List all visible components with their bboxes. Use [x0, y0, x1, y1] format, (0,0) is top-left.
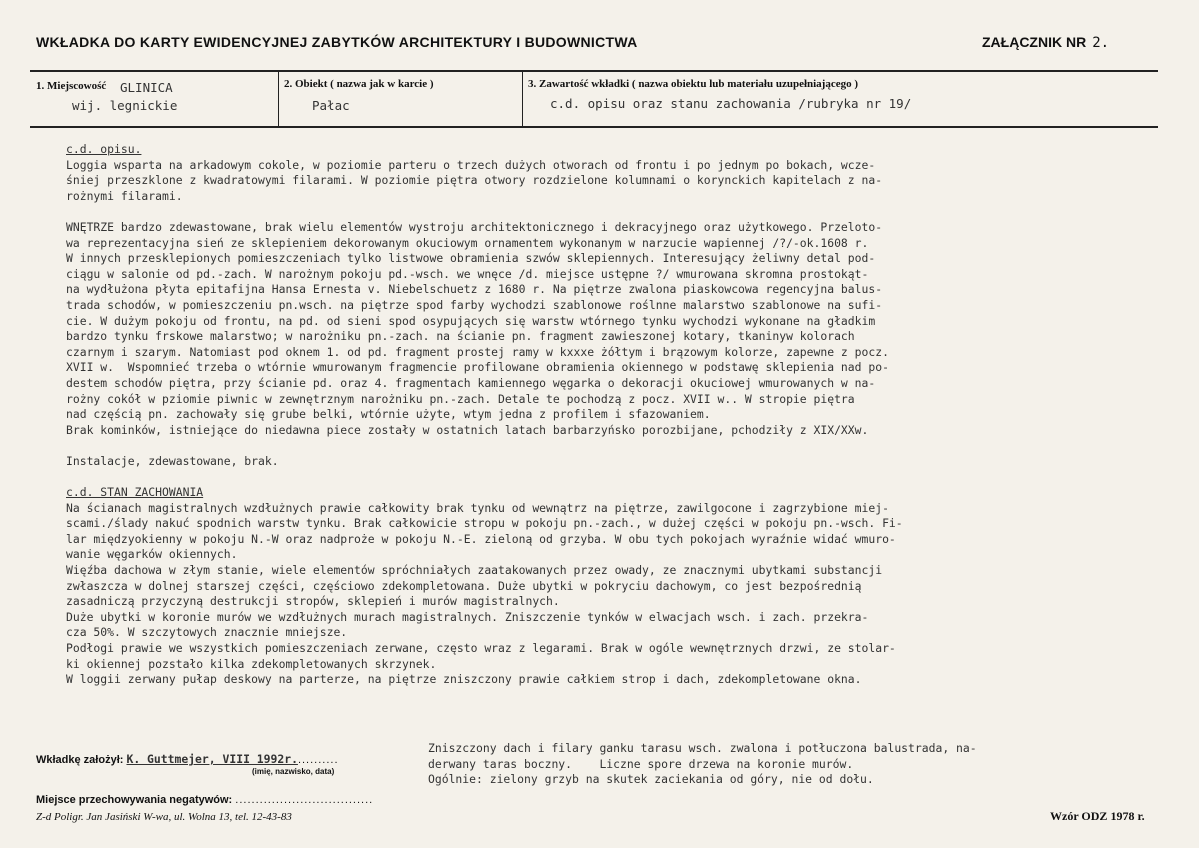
region-value: wij. legnickie: [72, 98, 178, 113]
paragraph-gap: [66, 204, 1156, 220]
text-line: wa reprezentacyjna sień ze sklepieniem dekorowanym okuciowym ornamentem wykonanym w narzucie wapiennej /?/-ok.1608 r.: [66, 235, 869, 250]
content-value: c.d. opisu oraz stanu zachowania /rubryka nr 19/: [550, 96, 912, 111]
text-line: ki okiennej pozstało kilka zdekompletowanych skrzynek.: [66, 656, 437, 671]
text-line: WNĘTRZE bardzo zdewastowane, brak wielu elementów wystroju architektonicznego i dekracyjnego oraz użytkowego. Przeloto-: [66, 219, 883, 234]
heading-text: c.d. opisu.: [66, 142, 142, 156]
text-line: destem schodów piętra, przy ścianie pd. oraz 4. fragmentach kamiennego węgarka o dekoracji okuciowej wmurowanych w na-: [66, 375, 876, 390]
card-title: WKŁADKA DO KARTY EWIDENCYJNEJ ZABYTKÓW ARCHITEKTURY I BUDOWNICTWA: [36, 34, 638, 50]
text-line: rożny cokół w pziomie piwnic w zewnętrznym narożniku pn.-zach. Detale te pochodzą z pocz. XVII w.. W stropie piętra: [66, 391, 855, 406]
text-line: lar międzyokienny w pokoju N.-W oraz nadproże w pokoju N.-E. zieloną od grzyba. W obu tych pokojach wyraźnie widać wmuro-: [66, 531, 896, 546]
text-line: na wydłużona płyta epitafijna Hansa Ernesta v. Niebelschuetz z 1680 r. Na piętrze zwalona piaskowcowa regencyjna balus-: [66, 282, 883, 297]
paragraph-gap: [66, 438, 1156, 454]
text-line: Podłogi prawie we wszystkich pomieszczeniach zerwane, często wraz z legarami. Brak w ogóle wewnętrznych drzwi, ze stolar-: [66, 641, 896, 655]
text-line: Loggia wsparta na arkadowym cokole, w poziomie parteru o trzech dużych otworach od frontu i po jednym po bokach, wcze-: [66, 157, 876, 172]
founder-label: Wkładkę założył:: [36, 754, 124, 766]
content-label: [528, 78, 858, 90]
section-heading-description: [66, 142, 1156, 158]
annex-label-text: ZAŁĄCZNIK NR: [982, 34, 1087, 50]
object-label-note: ( nazwa jak w karcie ): [330, 78, 434, 90]
field-divider-1: [278, 72, 279, 126]
text-line: czarnym i szarym. Natomiast pod oknem 1. od pd. fragment prostej ramy w kxxxe żółtym i brązowym kolorze, zapewne z pocz.: [66, 344, 889, 359]
text-line: Instalacje, zdewastowane, brak.: [66, 453, 279, 468]
text-line: derwany taras boczny. Liczne spore drzewa na koronie murów.: [428, 756, 854, 771]
header-bottom-rule: [30, 126, 1158, 128]
negatives-field: [36, 794, 373, 806]
text-line: W innych przesklepionych pomieszczeniach tylko listwowe obramienia szwów sklepiennych. Interesujący żeliwny detal pod-: [66, 251, 876, 266]
text-line: Zniszczony dach i filary ganku tarasu wsch. zwalona i potłuczona balustrada, na-: [428, 741, 977, 755]
place-label: 1. Miejscowość: [36, 80, 107, 92]
founder-note: (imię, nazwisko, data): [252, 767, 335, 776]
text-line: Brak kominków, istniejące do niedawna piece zostały w ostatnich latach barbarzyńsko porozbijane, pchodziły z XIX/XXw.: [66, 422, 869, 437]
text-line: cza 50%. W szczytowych znacznie mniejsze.: [66, 625, 348, 640]
text-line: scami./ślady nakuć spodnich warstw tynku. Brak całkowicie stropu w pokoju pn.-zach., w dużej części w pokoju pn.-wsch. Fi-: [66, 516, 903, 531]
text-line: rożnymi filarami.: [66, 188, 183, 203]
founder-value: K. Guttmejer, VIII 1992r.: [126, 752, 298, 766]
text-line: Więźba dachowa w złym stanie, wiele elementów spróchniałych zaatakowanych przez owady, ze znacznymi ubytkami substancji: [66, 563, 883, 578]
heading-text: c.d. STAN ZACHOWANIA: [66, 485, 204, 500]
text-line: zwłaszcza w dolnej starszej części, częściowo zdekompletowana. Duże ubytki w pokryciu dachowym, co jest bezpośrednią: [66, 578, 862, 593]
paragraph-gap: [66, 469, 1156, 485]
text-line: trada schodów, w pomieszczeniu pn.wsch. na piętrze spod farby wychodzi szablonowe roślnne malarstwo szablonowe na sufi-: [66, 297, 883, 312]
text-line: Na ścianach magistralnych wzdłużnych prawie całkowity brak tynku od wewnątrz na piętrze, zawilgocone i zagrzybione miej-: [66, 500, 889, 515]
text-line: W loggii zerwany pułap deskowy na parterze, na piętrze zniszczony prawie całkiem strop i dach, zdekompletowane okna.: [66, 672, 862, 687]
text-line: Duże ubytki w koronie murów we wzdłużnych murach magistralnych. Zniszczenie tynków w elwacjach wsch. i zach. przekra-: [66, 609, 869, 624]
text-line: śniej przeszklone z kwadratowymi filarami. W poziomie piętra otwory rozdzielone kolumnami o korynckich kapitelach z na-: [66, 173, 883, 188]
object-label-text: 2. Obiekt: [284, 78, 328, 90]
field-divider-2: [522, 72, 523, 126]
text-line: wanie węgarków okiennych.: [66, 547, 238, 562]
text-line: Ogólnie: zielony grzyb na skutek zaciekania od góry, nie od dołu.: [428, 772, 874, 787]
annex-label: [982, 34, 1109, 51]
content-label-text: 3. Zawartość wkładki: [528, 78, 630, 90]
object-value: Pałac: [312, 98, 350, 113]
text-line: nad częścią pn. zachowały się grube belki, wtórnie użyte, wtym jedna z profilem i sfazowaniem.: [66, 407, 711, 422]
typed-description-continued: [428, 740, 1168, 787]
negatives-label: Miejsce przechowywania negatywów:: [36, 794, 233, 806]
header-top-rule: [30, 70, 1158, 72]
content-label-note: ( nazwa obiektu lub materiału uzupełniającego ): [631, 78, 859, 90]
printer-imprint: Z-d Poligr. Jan Jasiński W-wa, ul. Wolna 13, tel. 12-43-83: [36, 811, 292, 823]
negatives-dots: ..................................: [235, 794, 374, 806]
text-line: cie. W dużym pokoju od frontu, na pd. od sieni spod osypujących się warstw wtórnego tynku wychodzi wykonane na gładkim: [66, 313, 876, 328]
text-line: XVII w. Wspomnieć trzeba o wtórnie wmurowanym fragmencie profilowane obramienia okiennego w podstawę sklepienia nad po-: [66, 360, 889, 375]
annex-number: 2.: [1092, 35, 1110, 51]
form-model: Wzór ODZ 1978 r.: [1050, 809, 1145, 823]
object-label: [284, 78, 434, 90]
text-line: bardzo tynku frskowe malarstwo; w narożniku pn.-zach. na ścianie pn. fragment zawieszonej kotary, tkaninyw kolorach: [66, 329, 855, 344]
place-value: GLINICA: [120, 80, 173, 95]
section-heading-condition: [66, 485, 1156, 501]
text-line: ciągu w salonie od pd.-zach. W narożnym pokoju pd.-wsch. we wnęce /d. miejsce ustępne ?/ wmurowana skromna prostokąt-: [66, 266, 869, 281]
founder-field: [36, 752, 339, 766]
founder-dots: ..........: [297, 754, 339, 766]
typed-description: [66, 142, 1156, 688]
text-line: zasadniczą przyczyną destrukcji stropów, sklepień i murów magistralnych.: [66, 594, 560, 609]
